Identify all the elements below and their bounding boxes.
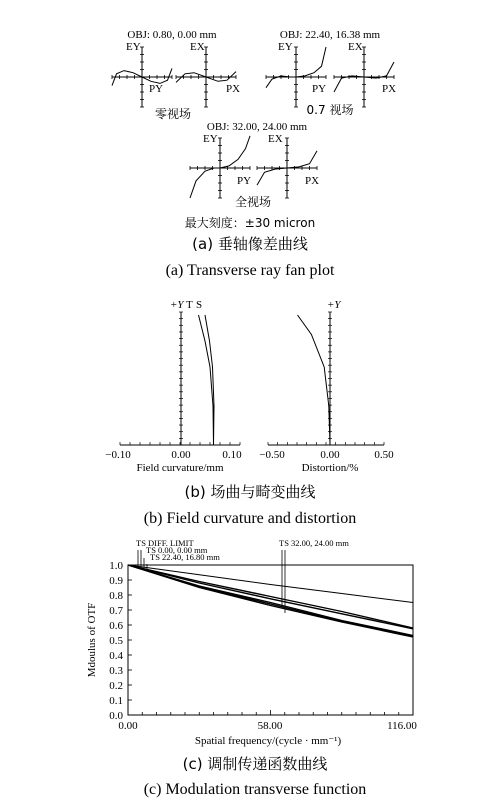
ray-fan-label-ex: EX bbox=[190, 41, 205, 53]
mtf-ytick-label: 0.4 bbox=[109, 650, 123, 662]
mtf-ytick-label: 0.7 bbox=[109, 605, 123, 617]
ray-fan-sagittal-plot bbox=[334, 41, 396, 107]
mtf-ytick-label: 0.2 bbox=[109, 680, 123, 692]
fc-dist-title: (b) 场曲与畸变曲线 bbox=[184, 483, 316, 501]
fc-series-label-s: S bbox=[196, 299, 203, 311]
ray-fan-subtitle: (a) Transverse ray fan plot bbox=[165, 262, 335, 279]
dist-xlabel: Distortion/% bbox=[301, 462, 359, 474]
mtf-ytick-label: 0.5 bbox=[109, 635, 123, 647]
ray-fan-scale-note: 最大刻度：±30 micron bbox=[184, 216, 316, 230]
field-curvature-plot bbox=[105, 299, 242, 474]
mtf-xlabel: Spatial frequency/(cycle · mm⁻¹) bbox=[194, 735, 342, 747]
mtf-annotation: TS DIFF. LIMIT bbox=[136, 538, 194, 548]
mtf-series-group bbox=[128, 565, 413, 637]
ray-fan-sagittal-plot bbox=[176, 41, 240, 107]
ray-fan-field-2 bbox=[190, 121, 319, 209]
ray-fan-field-name: 零视场 bbox=[154, 107, 192, 121]
ray-fan-label-ey: EY bbox=[126, 41, 141, 53]
ray-fan-tangential-plot bbox=[266, 41, 326, 107]
ray-fan-label-px: PX bbox=[305, 175, 320, 187]
ray-fan-field-name: 0.7 视场 bbox=[306, 103, 354, 117]
ray-fan-tangential-plot bbox=[112, 41, 172, 107]
fc-xtick-label: 0.00 bbox=[171, 449, 191, 461]
ray-fan-tangential-plot bbox=[190, 133, 251, 198]
dist-top-label: +Y bbox=[327, 299, 341, 311]
distortion-plot bbox=[259, 299, 394, 474]
field-curvature-panel bbox=[105, 299, 394, 527]
mtf-ytick-label: 0.6 bbox=[109, 620, 123, 632]
fc-xtick-label: 0.10 bbox=[222, 449, 242, 461]
ray-fan-label-ey: EY bbox=[278, 41, 293, 53]
ray-fan-label-px: PX bbox=[226, 83, 241, 95]
dist-xtick-label: 0.50 bbox=[374, 449, 394, 461]
ray-fan-obj-label: OBJ: 32.00, 24.00 mm bbox=[206, 121, 308, 133]
mtf-annotation: TS 32.00, 24.00 mm bbox=[279, 538, 349, 548]
ray-fan-panel bbox=[112, 29, 396, 279]
ray-fan-title: (a) 垂轴像差曲线 bbox=[192, 235, 308, 253]
ray-fan-label-ex: EX bbox=[348, 41, 363, 53]
fc-y-ticks bbox=[179, 312, 183, 445]
fc-top-label: +Y bbox=[170, 299, 184, 311]
ray-fan-field-0 bbox=[112, 29, 240, 121]
ray-fan-sagittal-plot bbox=[257, 133, 319, 198]
mtf-ylabel: Mdoulus of OTF bbox=[86, 602, 98, 678]
mtf-ytick-label: 0.1 bbox=[109, 695, 123, 707]
fc-dist-subtitle: (b) Field curvature and distortion bbox=[143, 510, 357, 527]
ray-fan-label-py: PY bbox=[312, 83, 327, 95]
fc-series-t bbox=[199, 315, 214, 445]
mtf-xtick-label: 0.00 bbox=[118, 720, 138, 732]
mtf-xtick-label: 116.00 bbox=[387, 720, 417, 732]
mtf-y-ticks bbox=[109, 560, 132, 722]
mtf-ytick-label: 0.8 bbox=[109, 590, 123, 602]
mtf-panel bbox=[86, 538, 417, 798]
mtf-annotation: TS 0.00, 0.00 mm bbox=[146, 545, 208, 555]
mtf-plot-frame bbox=[128, 565, 413, 715]
fc-series-s bbox=[205, 315, 214, 445]
mtf-ytick-label: 1.0 bbox=[109, 560, 123, 572]
ray-fan-label-ex: EX bbox=[268, 133, 283, 145]
mtf-title: (c) 调制传递函数曲线 bbox=[182, 755, 328, 773]
mtf-ytick-label: 0.3 bbox=[109, 665, 123, 677]
fc-xtick-label: −0.10 bbox=[105, 449, 131, 461]
mtf-ytick-label: 0.9 bbox=[109, 575, 123, 587]
fc-series-label-t: T bbox=[186, 299, 193, 311]
ray-fan-label-ey: EY bbox=[203, 133, 218, 145]
ray-fan-label-py: PY bbox=[237, 175, 252, 187]
ray-fan-obj-label: OBJ: 22.40, 16.38 mm bbox=[279, 29, 381, 41]
ray-fan-field-name: 全视场 bbox=[234, 195, 272, 209]
mtf-ytick-label: 0.0 bbox=[109, 710, 123, 722]
ray-fan-obj-label: OBJ: 0.80, 0.00 mm bbox=[127, 29, 217, 41]
dist-y-ticks bbox=[328, 312, 332, 445]
mtf-xtick-label: 58.00 bbox=[257, 720, 283, 732]
mtf-series-line bbox=[128, 565, 413, 628]
dist-xtick-label: 0.00 bbox=[320, 449, 340, 461]
ray-fan-field-1 bbox=[266, 29, 396, 117]
ray-fan-label-py: PY bbox=[149, 83, 164, 95]
ray-fan-label-px: PX bbox=[382, 83, 397, 95]
dist-xtick-label: −0.50 bbox=[259, 449, 285, 461]
mtf-annotation: TS 22.40, 16.80 mm bbox=[150, 552, 220, 562]
mtf-subtitle: (c) Modulation transverse function bbox=[143, 781, 367, 798]
mtf-x-ticks bbox=[128, 710, 413, 715]
distortion-curve bbox=[298, 315, 331, 445]
fc-xlabel: Field curvature/mm bbox=[136, 462, 224, 474]
